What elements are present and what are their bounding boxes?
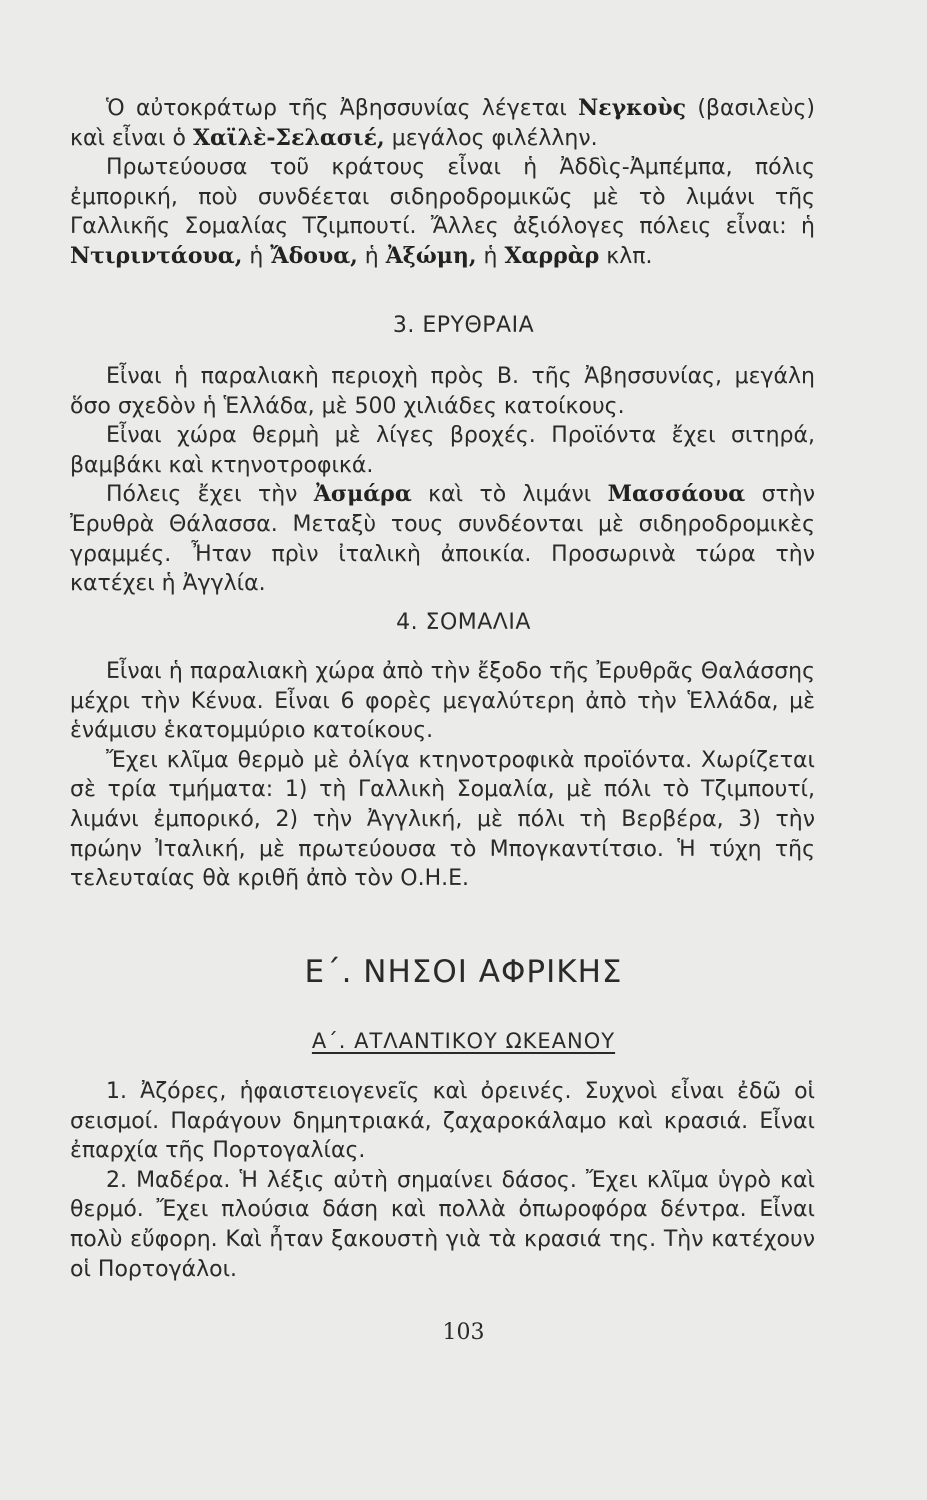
ethiopia-paragraph-1: Ὁ αὐτοκράτωρ τῆς Ἀβησσυνίας λέγεται Νεγκοὺς (βασιλεὺς) καὶ εἶναι ὁ Χαϊλὲ-Σελασιέ, μεγάλος φιλέλλην. <box>70 95 815 151</box>
subheading-atlantic-ocean: Α΄. ΑΤΛΑΝΤΙΚΟΥ ΩΚΕΑΝΟΥ <box>311 1029 616 1053</box>
eritrea-paragraph-1: Εἶναι ἡ παραλιακὴ περιοχὴ πρὸς Β. τῆς Ἀβησσυνίας, μεγάλη ὅσο σχεδὸν ἡ Ἑλλάδα, μὲ 500 χιλιάδες κατοίκους. <box>70 364 815 419</box>
emphasis-haile-selassie: Χαϊλὲ-Σελασιέ, <box>192 124 385 151</box>
page-number: 103 <box>442 1320 485 1345</box>
emphasis-negus: Νεγκοὺς <box>578 95 687 121</box>
ethiopia-paragraph-2: Πρωτεύουσα τοῦ κράτους εἶναι ἡ Ἀδδὶς-Ἀμπέμπα, πόλις ἐμπορική, ποὺ συνδέεται σιδηροδρομικῶς μὲ τὸ λιμάνι τῆς Γαλλικῆς Σομαλίας Τζιμπουτί. Ἄλλες ἀξιόλογες πόλεις εἶναι: ἡ Ντιριντάουα, ἡ Ἄδουα, ἡ Ἀξώμη, ἡ Χαρρὰρ κλπ. <box>70 155 815 269</box>
heading-islands-of-africa: Ε΄. ΝΗΣΟΙ ΑΦΡΙΚΗΣ <box>304 954 623 990</box>
heading-somalia: 4. ΣΟΜΑΛΙΑ <box>396 610 531 635</box>
islands-section <box>70 1077 815 1284</box>
emphasis-adwa: Ἄδουα, <box>270 242 358 269</box>
emphasis-asmara: Ἀσμάρα <box>313 481 412 508</box>
emphasis-dire-dawa: Ντιριντάουα, <box>70 242 243 269</box>
island-item-azores: 1. Ἀζόρες, ἡφαιστειογενεῖς καὶ ὀρεινές. Συχνοὶ εἶναι ἐδῶ οἱ σεισμοί. Παράγουν δημητριακά, ζαχαροκάλαμο καὶ κρασιά. Εἶναι ἐπαρχία τῆς Πορτογαλίας. <box>70 1079 815 1164</box>
somalia-section <box>70 657 815 894</box>
heading-eritrea: 3. ΕΡΥΘΡΑΙΑ <box>392 313 535 338</box>
eritrea-section <box>70 362 815 599</box>
somalia-paragraph-1: Εἶναι ἡ παραλιακὴ χώρα ἀπὸ τὴν ἔξοδο τῆς Ἐρυθρᾶς Θαλάσσης μέχρι τὴν Κένυα. Εἶναι 6 φορὲς μεγαλύτερη ἀπὸ τὴν Ἑλλάδα, μὲ ἑνάμισυ ἑκατομμύριο κατοίκους. <box>70 659 815 744</box>
eritrea-paragraph-3: Πόλεις ἔχει τὴν Ἀσμάρα καὶ τὸ λιμάνι Μασσάουα στὴν Ἐρυθρὰ Θάλασσα. Μεταξὺ τους συνδέονται μὲ σιδηροδρομικὲς γραμμές. Ἦταν πρὶν ἰταλικὴ ἀποικία. Προσωρινὰ τώρα τὴν κατέχει ἡ Ἀγγλία. <box>70 481 815 597</box>
emphasis-axum: Ἀξώμη, <box>385 242 477 269</box>
somalia-paragraph-2: Ἔχει κλῖμα θερμὸ μὲ ὀλίγα κτηνοτροφικὰ προϊόντα. Χωρίζεται σὲ τρία τμήματα: 1) τὴ Γαλλικὴ Σομαλία, μὲ πόλι τὸ Τζιμπουτί, λιμάνι ἐμπορικό, 2) τὴν Ἀγγλική, μὲ πόλι τὴ Βερβέρα, 3) τὴν πρώην Ἰταλική, μὲ πρωτεύουσα τὸ Μπογκαντίτσιο. Ἡ τύχη τῆς τελευταίας θὰ κριθῆ ἀπὸ τὸν Ο.Η.Ε. <box>70 747 815 892</box>
island-item-madeira: 2. Μαδέρα. Ἡ λέξις αὐτὴ σημαίνει δάσος. Ἔχει κλῖμα ὑγρὸ καὶ θερμό. Ἔχει πλούσια δάση καὶ πολλὰ ὀπωροφόρα δέντρα. Εἶναι πολὺ εὔφορη. Καὶ ἦταν ξακουστὴ γιὰ τὰ κρασιά της. Τὴν κατέχουν οἱ Πορτογάλοι. <box>70 1167 815 1282</box>
ethiopia-section <box>70 94 815 272</box>
eritrea-paragraph-2: Εἶναι χώρα θερμὴ μὲ λίγες βροχές. Προϊόντα ἔχει σιτηρά, βαμβάκι καὶ κτηνοτροφικά. <box>70 423 815 478</box>
emphasis-massawa: Μασσάουα <box>607 481 746 508</box>
emphasis-harar: Χαρρὰρ <box>504 242 600 269</box>
